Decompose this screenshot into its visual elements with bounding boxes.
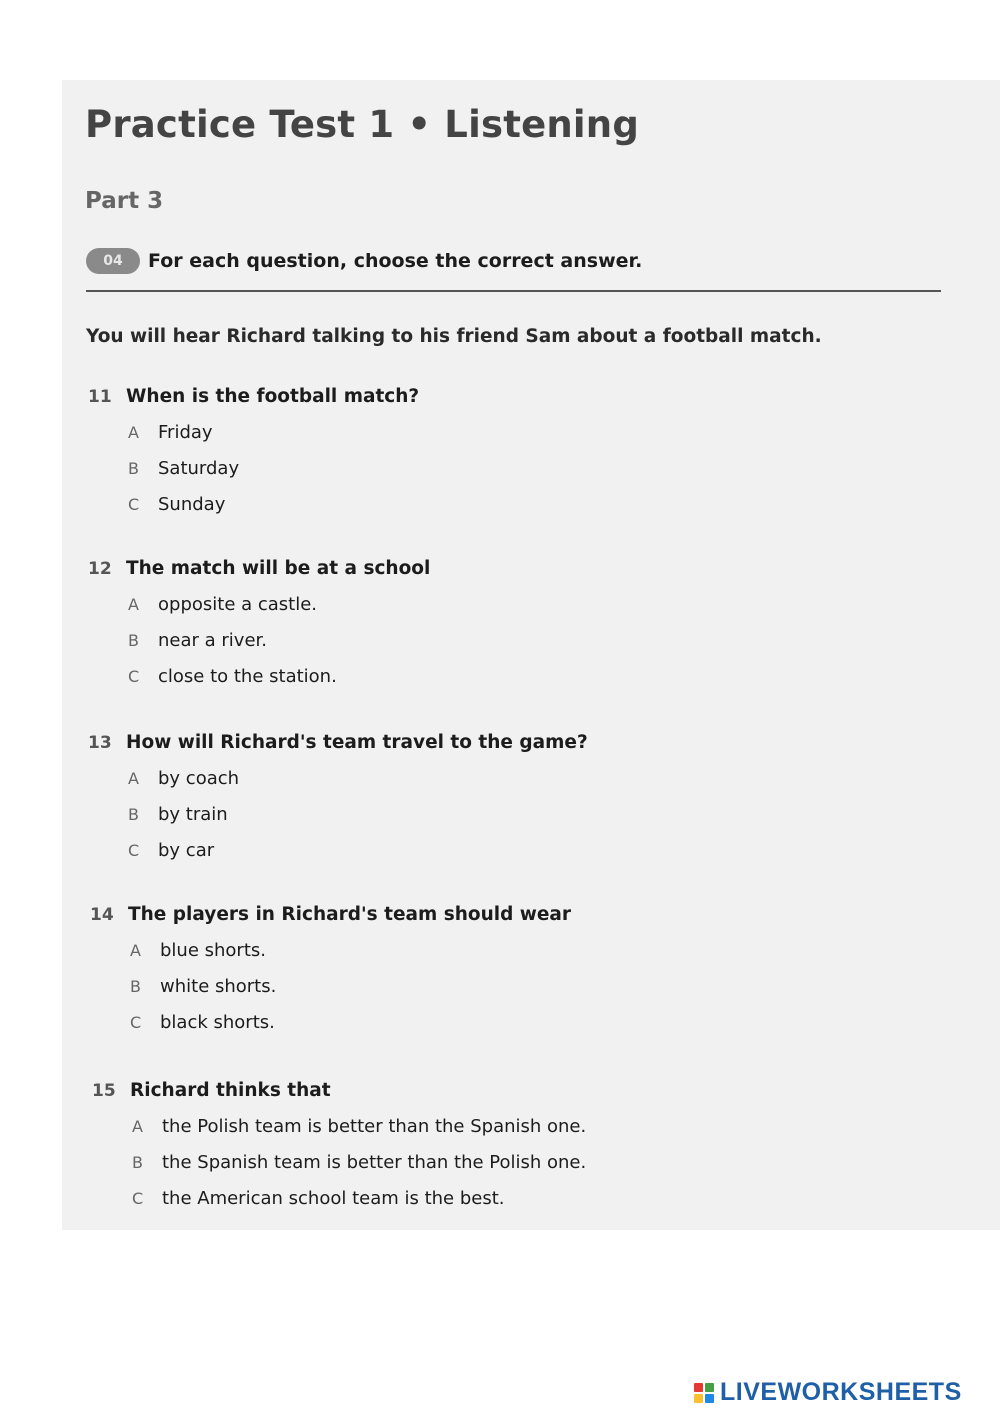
option-text: Sunday bbox=[158, 494, 226, 515]
option-b[interactable] bbox=[132, 1152, 586, 1188]
option-b[interactable] bbox=[128, 804, 588, 840]
question-number: 11 bbox=[88, 387, 112, 407]
part-label: Part 3 bbox=[85, 188, 164, 214]
option-a[interactable] bbox=[128, 768, 588, 804]
option-text: the Spanish team is better than the Polish one. bbox=[162, 1152, 587, 1173]
option-text: black shorts. bbox=[160, 1012, 275, 1033]
option-letter: A bbox=[128, 595, 139, 614]
option-c[interactable] bbox=[130, 1012, 571, 1048]
option-letter: C bbox=[130, 1013, 142, 1032]
option-letter: A bbox=[130, 941, 141, 960]
question-11 bbox=[88, 386, 419, 530]
question-12 bbox=[88, 558, 430, 702]
instruction-line bbox=[86, 248, 642, 274]
page-title: Practice Test 1 • Listening bbox=[85, 103, 640, 146]
option-text: white shorts. bbox=[160, 976, 277, 997]
question-text: The players in Richard's team should wear bbox=[128, 904, 572, 925]
option-a[interactable] bbox=[128, 422, 419, 458]
audio-track-badge[interactable]: 04 bbox=[86, 248, 140, 274]
option-letter: C bbox=[128, 667, 140, 686]
option-text: close to the station. bbox=[158, 666, 337, 687]
question-number: 14 bbox=[90, 905, 114, 925]
option-letter: A bbox=[128, 769, 139, 788]
logo-square-yellow bbox=[694, 1394, 703, 1403]
option-a[interactable] bbox=[130, 940, 571, 976]
option-c[interactable] bbox=[128, 494, 419, 530]
question-text: When is the football match? bbox=[126, 386, 420, 407]
question-text: The match will be at a school bbox=[126, 558, 431, 579]
option-b[interactable] bbox=[130, 976, 571, 1012]
option-c[interactable] bbox=[128, 840, 588, 876]
question-13 bbox=[88, 732, 588, 876]
option-letter: A bbox=[132, 1117, 143, 1136]
option-text: the Polish team is better than the Spanish one. bbox=[162, 1116, 587, 1137]
option-c[interactable] bbox=[132, 1188, 586, 1224]
option-text: Saturday bbox=[158, 458, 240, 479]
logo-text: LIVEWORKSHEETS bbox=[720, 1378, 962, 1406]
option-b[interactable] bbox=[128, 630, 430, 666]
option-letter: B bbox=[128, 805, 139, 824]
option-text: blue shorts. bbox=[160, 940, 266, 961]
option-c[interactable] bbox=[128, 666, 430, 702]
question-text: How will Richard's team travel to the game? bbox=[126, 732, 588, 753]
option-letter: B bbox=[130, 977, 141, 996]
option-text: near a river. bbox=[158, 630, 267, 651]
logo-square-red bbox=[694, 1383, 703, 1392]
option-letter: C bbox=[128, 495, 140, 514]
question-number: 12 bbox=[88, 559, 112, 579]
logo-square-blue bbox=[705, 1394, 714, 1403]
question-15 bbox=[92, 1080, 586, 1224]
option-text: Friday bbox=[158, 422, 213, 443]
listening-context: You will hear Richard talking to his friend Sam about a football match. bbox=[86, 326, 822, 347]
option-letter: C bbox=[128, 841, 140, 860]
instruction-text: For each question, choose the correct answer. bbox=[148, 250, 643, 272]
liveworksheets-logo-icon bbox=[694, 1383, 714, 1403]
question-number: 15 bbox=[92, 1081, 116, 1101]
option-letter: B bbox=[128, 459, 139, 478]
option-a[interactable] bbox=[132, 1116, 586, 1152]
option-text: by train bbox=[158, 804, 228, 825]
option-letter: B bbox=[128, 631, 139, 650]
question-text: Richard thinks that bbox=[130, 1080, 331, 1101]
option-b[interactable] bbox=[128, 458, 419, 494]
question-number: 13 bbox=[88, 733, 112, 753]
option-text: by car bbox=[158, 840, 215, 861]
option-letter: A bbox=[128, 423, 139, 442]
instruction-divider bbox=[86, 290, 941, 292]
liveworksheets-logo[interactable] bbox=[694, 1378, 962, 1407]
option-text: opposite a castle. bbox=[158, 594, 318, 615]
option-a[interactable] bbox=[128, 594, 430, 630]
option-letter: B bbox=[132, 1153, 143, 1172]
logo-square-green bbox=[705, 1383, 714, 1392]
option-text: by coach bbox=[158, 768, 240, 789]
option-text: the American school team is the best. bbox=[162, 1188, 505, 1209]
question-14 bbox=[90, 904, 571, 1048]
option-letter: C bbox=[132, 1189, 144, 1208]
